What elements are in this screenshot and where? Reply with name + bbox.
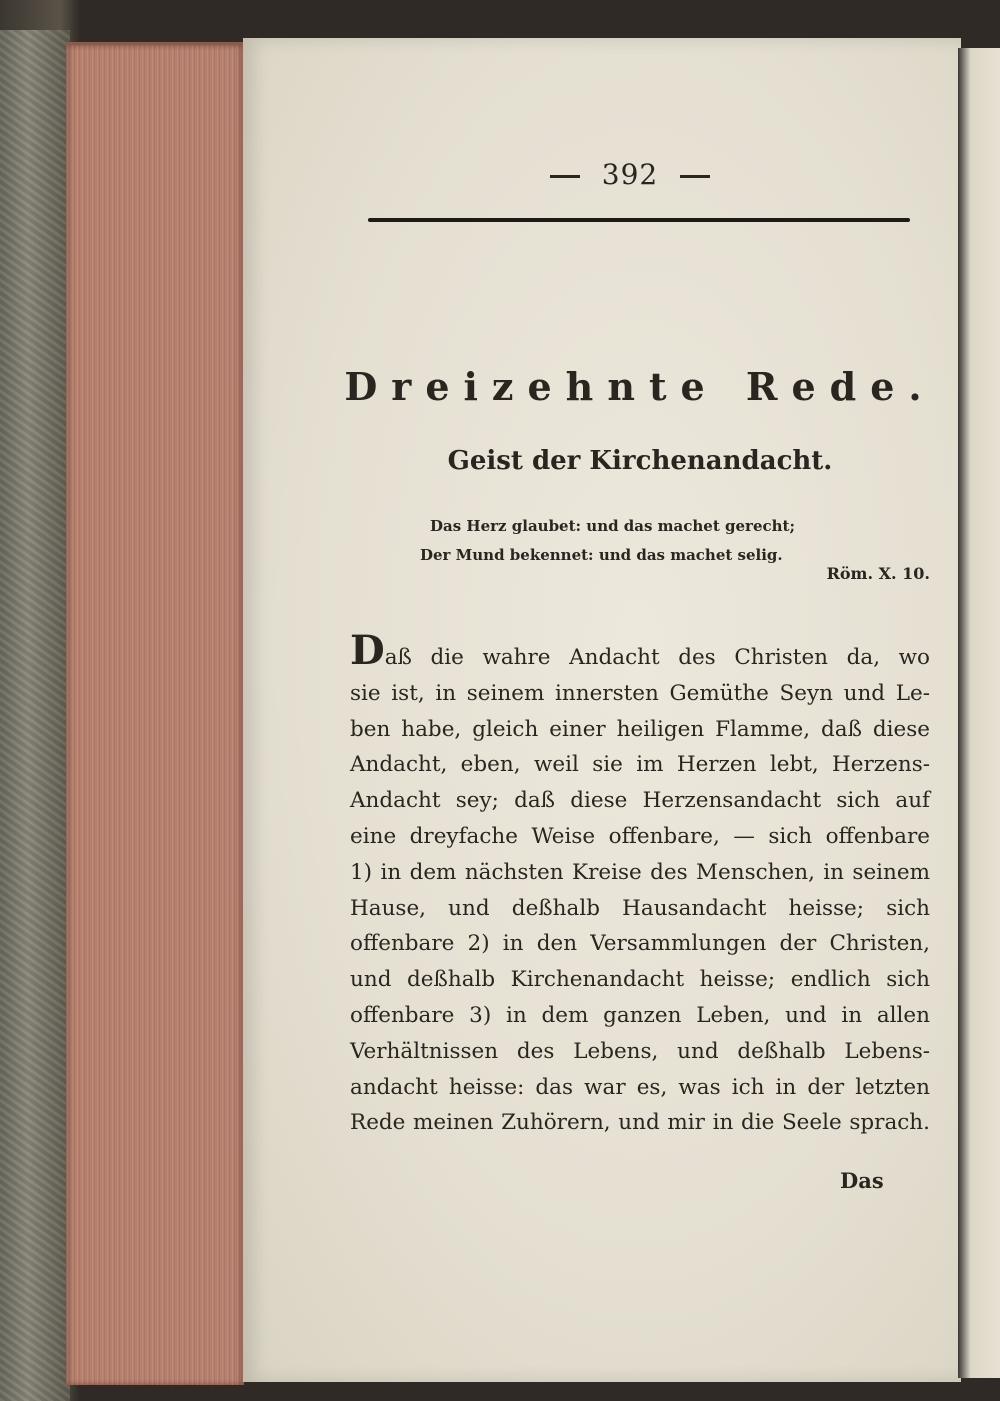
- chapter-title: Dreizehnte Rede.: [344, 364, 936, 409]
- header-dash-left: [550, 175, 580, 178]
- page-edges: [66, 42, 244, 1385]
- drop-initial: D: [350, 627, 385, 674]
- text-line: offenbare 3) in dem ganzen Leben, und in allen: [350, 1002, 930, 1028]
- text-line: und deßhalb Kirchenandacht heisse; endlich sich: [350, 967, 930, 993]
- page-header: [340, 158, 920, 191]
- motto: [420, 512, 880, 570]
- body-text: [350, 627, 930, 1141]
- catchword: Das: [840, 1168, 884, 1193]
- text-line: Hause, und deßhalb Hausandacht heisse; sich: [350, 895, 930, 921]
- motto-reference: Röm. X. 10.: [826, 564, 930, 583]
- header-rule: [368, 218, 910, 222]
- text-line: Verhältnissen des Lebens, und deßhalb Lebens-: [350, 1038, 930, 1064]
- motto-line: Der Mund bekennet: und das machet selig.: [420, 546, 783, 564]
- chapter-subtitle: Geist der Kirchenandacht.: [447, 446, 833, 476]
- text-line: andacht heisse: das war es, was ich in der letzten: [350, 1074, 930, 1100]
- text-line: Andacht, eben, weil sie im Herzen lebt, Herzens-: [350, 752, 930, 778]
- text-line: ben habe, gleich einer heiligen Flamme, daß diese: [350, 716, 930, 742]
- book-cover-edge: [0, 30, 70, 1401]
- header-dash-right: [680, 175, 710, 178]
- text-line: Rede meinen Zuhörern, und mir in die Seele sprach.: [350, 1110, 930, 1136]
- text-line: sie ist, in seinem innersten Gemüthe Seyn und Le-: [350, 680, 930, 706]
- text-line: Daß die wahre Andacht des Christen da, wo: [350, 627, 930, 674]
- text-line: Andacht sey; daß diese Herzensandacht sich auf: [350, 788, 930, 814]
- facing-page-edge: [958, 48, 1000, 1378]
- text-line: 1) in dem nächsten Kreise des Menschen, in seinem: [350, 859, 930, 885]
- text-line: eine dreyfache Weise offenbare, — sich offenbare: [350, 823, 930, 849]
- page-number: 392: [601, 158, 659, 191]
- motto-line: Das Herz glaubet: und das machet gerecht;: [430, 517, 795, 535]
- text-line: offenbare 2) in den Versammlungen der Christen,: [350, 931, 930, 957]
